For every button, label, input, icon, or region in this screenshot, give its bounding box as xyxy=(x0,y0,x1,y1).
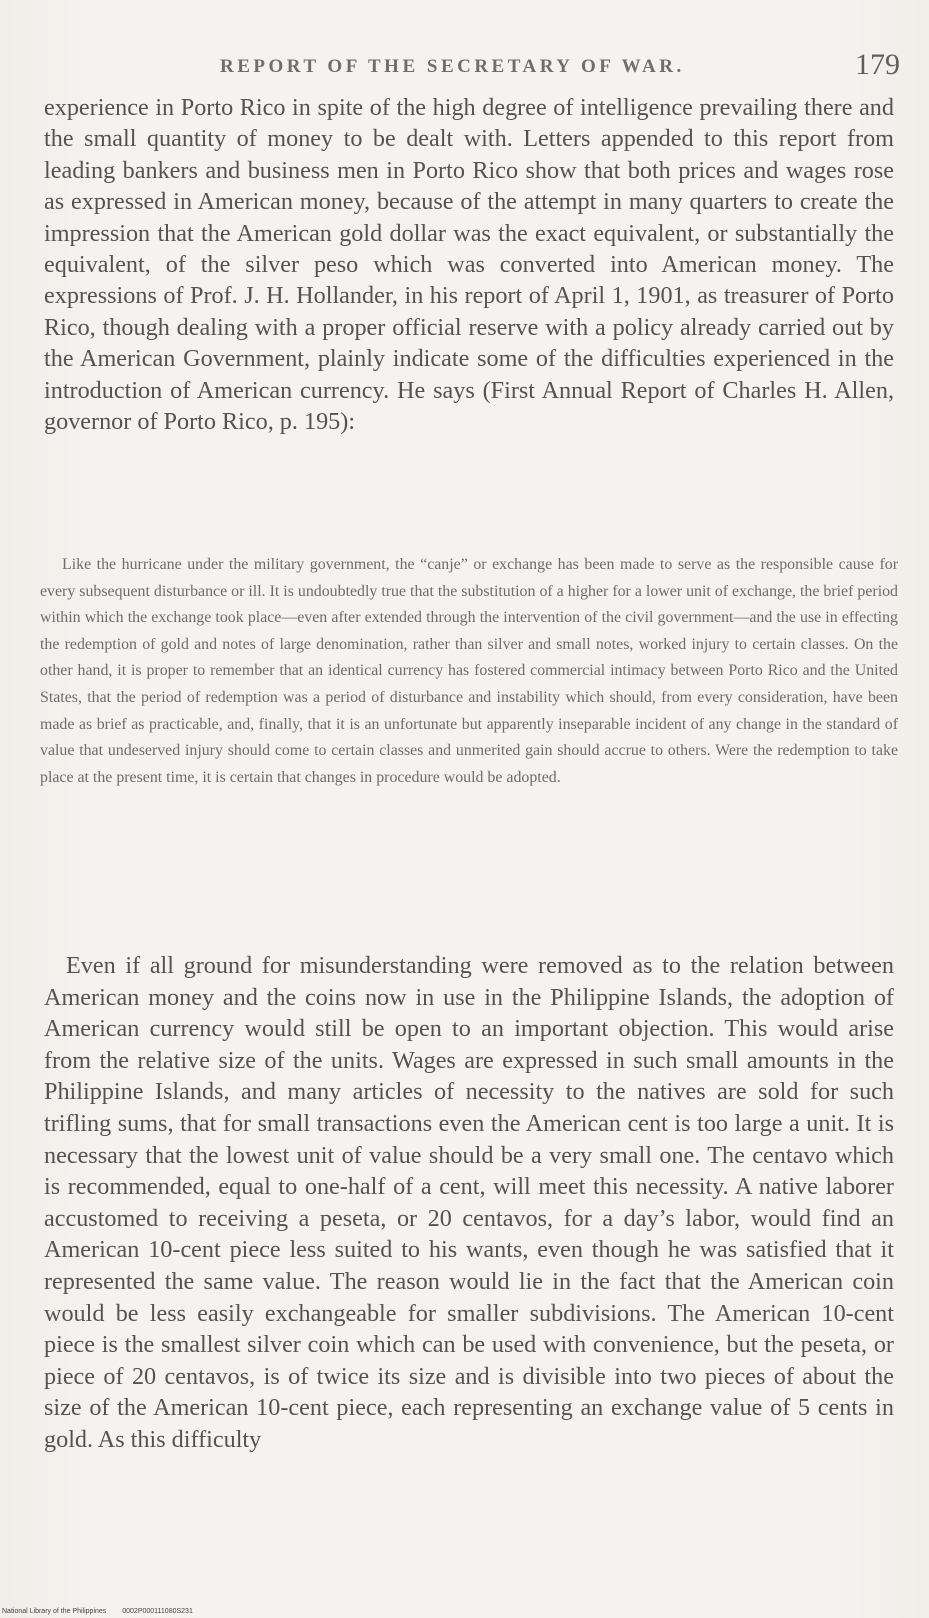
footer-identifier: 0002P000111080S231 xyxy=(122,1608,193,1615)
page-number: 179 xyxy=(855,48,900,81)
body-paragraph-2: Even if all ground for misunderstanding were removed as to the relation between American money and the coins now in use in the Philippine Islands, the adoption of American currency would still be open to an important objection. This would arise from the relative size of the units. Wages are expressed in such small amounts in the Philippine Islands, and many articles of necessity to the natives are sold for such trifling sums, that for small transactions even the American cent is too large a unit. It is necessary that the lowest unit of value should be a very small one. The centavo which is recommended, equal to one-half of a cent, will meet this necessity. A native laborer accustomed to receiving a peseta, or 20 centavos, for a day’s labor, would find an American 10-cent piece less suited to his wants, even though he was satisfied that it represented the same value. The reason would lie in the fact that the American coin would be less easily exchangeable for smaller subdivisions. The American 10-cent piece is the smallest silver coin which can be used with convenience, but the peseta, or piece of 20 centavos, is of twice its size and is divisible into two pieces of about the size of the American 10-cent piece, each representing an exchange value of 5 cents in gold. As this difficulty xyxy=(44,952,894,1453)
running-title: REPORT OF THE SECRETARY OF WAR. xyxy=(220,56,685,77)
footer-library: National Library of the Philippines xyxy=(2,1608,107,1615)
block-quotation: Like the hurricane under the military government, the “canje” or exchange has been made to serve as the responsible cause for every subsequent disturbance or ill. It is undoubtedly true that the substitution of a higher for a lower unit of exchange, the brief period within which the exchange took place—even after extended through the intervention of the civil government—and the use in effecting the redemption of gold and notes of large denomination, rather than silver and small notes, worked injury to certain classes. On the other hand, it is proper to remember that an identical currency has fostered commercial intimacy between Porto Rico and the United States, that the period of redemption was a period of disturbance and instability which should, from every consideration, have been made as brief as practicable, and, finally, that it is an unfortunate but apparently inseparable incident of any change in the standard of value that undeserved injury should come to certain classes and unmerited gain should accrue to others. Were the redemption to take place at the present time, it is certain that changes in procedure would be adopted. xyxy=(40,556,898,786)
scan-footer xyxy=(2,1608,207,1615)
running-head xyxy=(40,48,900,88)
body-paragraph-1: experience in Porto Rico in spite of the high degree of intelligence prevailing there and the small quantity of money to be dealt with. Letters appended to this report from leading bankers and business men in Porto Rico show that both prices and wages rose as expressed in American money, because of the attempt in many quarters to create the impression that the American gold dollar was the exact equivalent, or substantially the equivalent, of the silver peso which was converted into American money. The expressions of Prof. J. H. Hollander, in his report of April 1, 1901, as treasurer of Porto Rico, though dealing with a proper official reserve with a policy already carried out by the American Government, plainly indicate some of the difficulties experienced in the introduction of American currency. He says (First Annual Report of Charles H. Allen, governor of Porto Rico, p. 195): xyxy=(44,94,894,436)
